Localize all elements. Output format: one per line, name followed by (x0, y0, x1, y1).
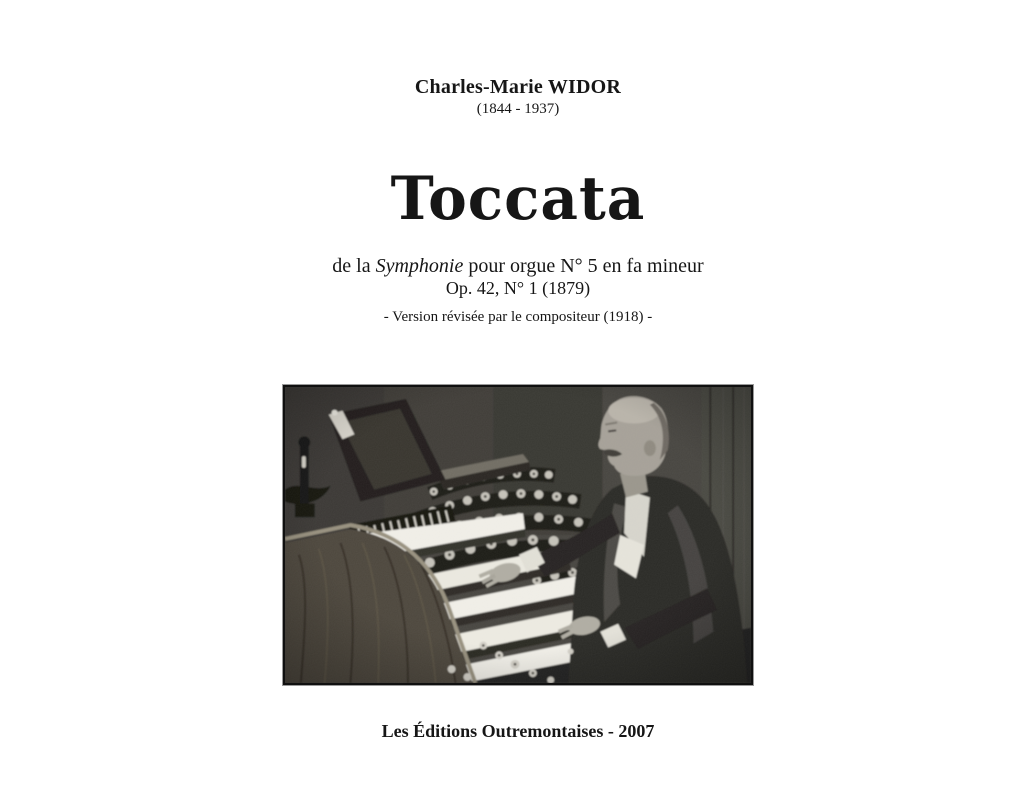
version-line: - Version révisée par le compositeur (1918) - (383, 309, 653, 325)
organ-photo-graphic (285, 387, 751, 683)
subtitle-suffix: pour orgue N° 5 en fa mineur (463, 255, 704, 277)
subtitle-work-name: Symphonie (375, 255, 464, 277)
opus-line: Op. 42, N° 1 (1879) (445, 278, 591, 298)
composer-dates: (1844 - 1937) (476, 101, 560, 117)
work-title: Toccata (390, 162, 646, 234)
publisher-line: Les Éditions Outremontaises - 2007 (381, 721, 655, 741)
widor-at-organ-photo (283, 385, 753, 685)
composer-name: Charles-Marie WIDOR (414, 76, 622, 98)
work-subtitle (0, 255, 1036, 278)
subtitle-prefix: de la (332, 255, 376, 277)
